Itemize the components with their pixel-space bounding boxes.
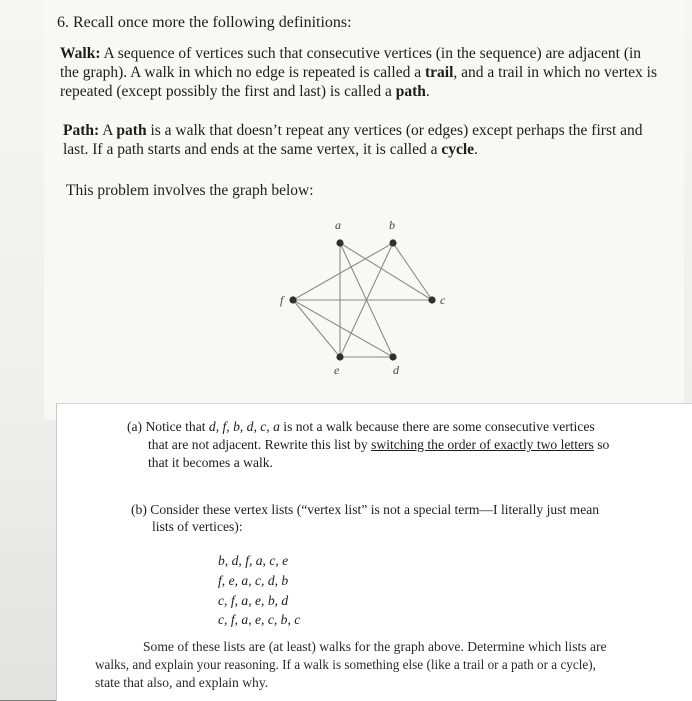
part-b-closing-line3: state that also, and explain why. bbox=[95, 675, 269, 690]
walk-definition-line2: the graph). A walk in which no edge is repeated is called a trail, and a trail in which no vertex is bbox=[60, 64, 658, 81]
vertex-list-4: c, f, a, e, c, b, c bbox=[218, 612, 301, 627]
part-b-closing-line1: Some of these lists are (at least) walks for the graph above. Determine which lists are bbox=[143, 639, 607, 654]
walk-label: Walk: bbox=[60, 45, 101, 62]
vertex-c bbox=[428, 296, 435, 303]
part-a-line1: (a) Notice that d, f, b, d, c, a is not a walk because there are some consecutive vertices bbox=[127, 419, 595, 434]
vertex-label-f: f bbox=[280, 293, 284, 307]
part-b-closing-line2: walks, and explain your reasoning. If a walk is something else (like a trail or a path or a cycle), bbox=[95, 657, 596, 672]
vertex-d bbox=[389, 353, 396, 360]
vertex-list-2: f, e, a, c, d, b bbox=[218, 573, 289, 588]
vertex-label-d: d bbox=[393, 363, 399, 377]
path-definition-line1: Path: A path is a walk that doesn’t repeat any vertices (or edges) except perhaps the first and bbox=[63, 122, 643, 139]
part-a-sequence: d, f, b, d, c, a bbox=[208, 419, 280, 434]
part-a-line2: that are not adjacent. Rewrite this list by switching the order of exactly two letters so bbox=[148, 437, 610, 452]
part-b-line1: (b) Consider these vertex lists (“vertex list” is not a special term—I literally just mean bbox=[131, 502, 600, 517]
vertex-e bbox=[336, 353, 343, 360]
vertex-label-e: e bbox=[334, 363, 340, 377]
walk-definition-line1: Walk: A sequence of vertices such that consecutive vertices (in the sequence) are adjacent (in bbox=[60, 45, 642, 62]
vertex-label-c: c bbox=[440, 293, 446, 307]
vertex-label-a: a bbox=[335, 218, 341, 232]
vertex-label-b: b bbox=[389, 218, 395, 232]
vertex-a bbox=[336, 239, 343, 246]
walk-definition-line3: repeated (except possibly the first and last) is called a path. bbox=[60, 83, 430, 100]
edge-f-b bbox=[293, 243, 393, 300]
edge-b-c bbox=[393, 243, 432, 300]
problem-heading: 6. Recall once more the following definitions: bbox=[57, 14, 352, 31]
vertex-list-3: c, f, a, e, b, d bbox=[218, 593, 289, 608]
vertex-list-1: b, d, f, a, c, e bbox=[218, 553, 289, 568]
vertex-b bbox=[389, 239, 396, 246]
part-b-line2: lists of vertices): bbox=[152, 519, 243, 534]
path-definition-line2: last. If a path starts and ends at the same vertex, it is called a cycle. bbox=[63, 141, 478, 158]
edge-f-e bbox=[293, 300, 340, 357]
path-label: Path: bbox=[63, 122, 100, 139]
vertex-f bbox=[289, 296, 296, 303]
graph-figure bbox=[260, 215, 460, 385]
part-a-line3: that it becomes a walk. bbox=[148, 455, 273, 470]
edge-f-d bbox=[293, 300, 393, 357]
graph-intro: This problem involves the graph below: bbox=[66, 182, 314, 199]
